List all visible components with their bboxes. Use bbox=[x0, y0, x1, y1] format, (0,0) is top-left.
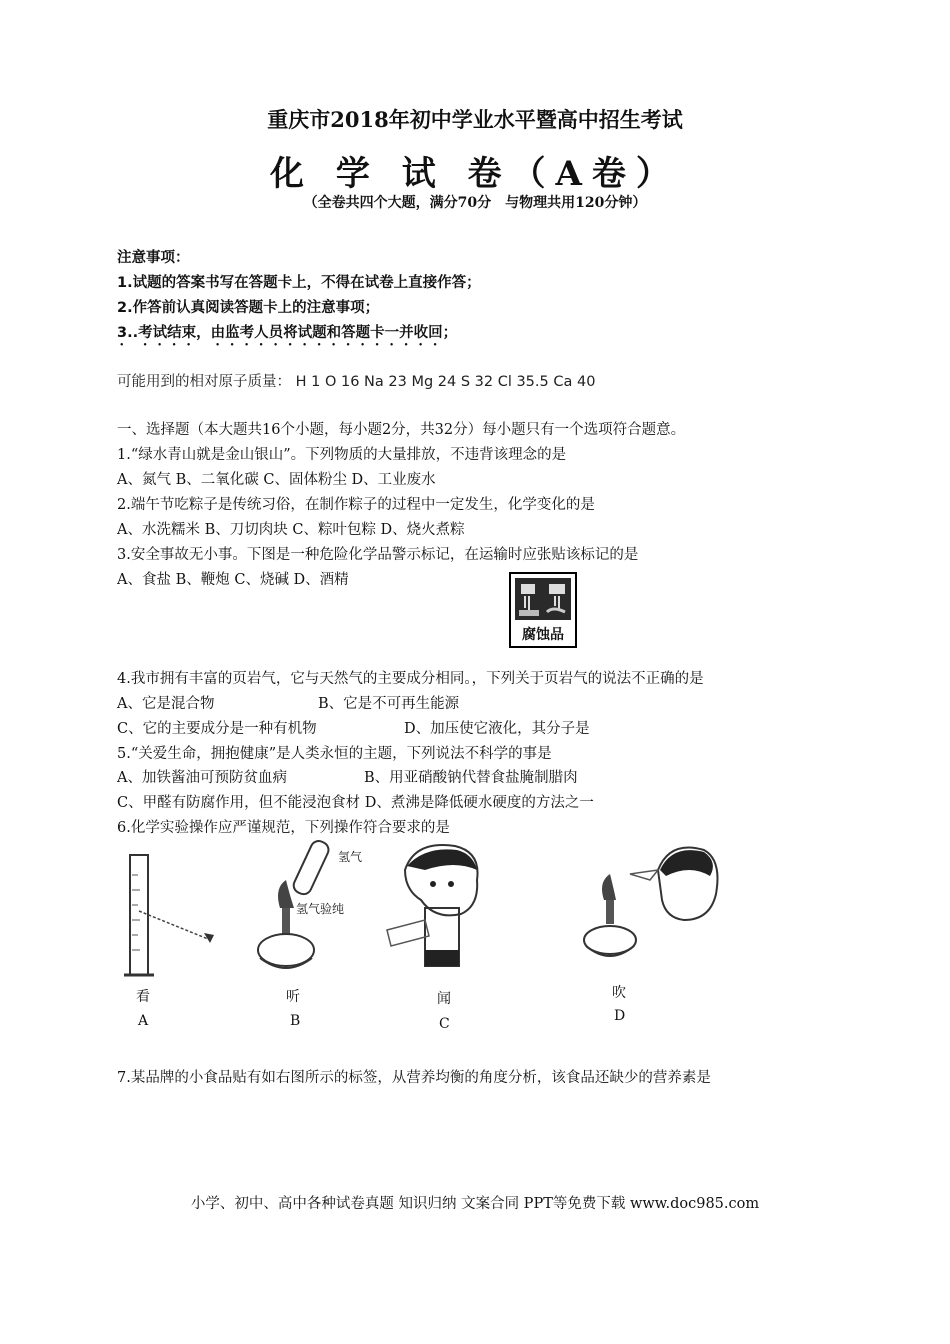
q4-stem: 4.我市拥有丰富的页岩气，它与天然气的主要成分相同。，下列关于页岩气的说法不正确的是 bbox=[117, 671, 704, 687]
hydrogen-tube-label: 氢气 bbox=[338, 850, 363, 864]
q2-stem: 2.端午节吃粽子是传统习俗，在制作粽子的过程中一定发生，化学变化的是 bbox=[117, 497, 595, 513]
exam-info: （全卷共四个大题，满分70分 与物理共用120分钟） bbox=[303, 195, 647, 211]
q4-option-c: C、它的主要成分是一种有机物 bbox=[117, 721, 317, 737]
q1-options: A、氮气 B、二氧化碳 C、固体粉尘 D、工业废水 bbox=[117, 472, 436, 488]
figure-a bbox=[120, 845, 240, 1035]
q4-option-d: D、加压使它液化，其分子是 bbox=[404, 721, 590, 737]
q2-options: A、水洗糯米 B、刀切肉块 C、粽叶包粽 D、烧火煮粽 bbox=[117, 522, 465, 538]
hydrogen-test-illustration bbox=[250, 838, 390, 1038]
figure-b bbox=[250, 838, 390, 1038]
atomic-masses: 可能用到的相对原子质量： H 1 O 16 Na 23 Mg 24 S 32 Cl 35.5 Ca 40 bbox=[117, 374, 596, 390]
figure-a-letter: A bbox=[138, 1013, 149, 1029]
notes-heading: 注意事项： bbox=[117, 250, 190, 266]
q3-stem: 3.安全事故无小事。下图是一种危险化学品警示标记，在运输时应张贴该标记的是 bbox=[117, 547, 639, 563]
figure-d-caption: 吹 bbox=[612, 985, 626, 1001]
page-footer: 小学、初中、高中各种试卷真题 知识归纳 文案合同 PPT等免费下载 www.doc985.com bbox=[190, 1196, 760, 1212]
note-item-2: 2.作答前认真阅读答题卡上的注意事项； bbox=[117, 300, 380, 316]
figure-b-letter: B bbox=[290, 1013, 301, 1029]
graduated-cylinder-illustration bbox=[120, 845, 240, 1035]
q6-stem: 6.化学实验操作应严谨规范，下列操作符合要求的是 bbox=[117, 820, 450, 836]
exam-title: 重庆市2018年初中学业水平暨高中招生考试 bbox=[267, 107, 683, 132]
q4-option-a: A、它是混合物 bbox=[117, 696, 215, 712]
note-item-3: 3..考试结束，由监考人员将试题和答题卡一并收回； bbox=[117, 325, 458, 341]
q7-stem: 7.某品牌的小食品贴有如右图所示的标签，从营养均衡的角度分析，该食品还缺少的营养素是 bbox=[117, 1070, 711, 1086]
figure-d bbox=[580, 840, 730, 1030]
smelling-gas-illustration bbox=[385, 840, 525, 1040]
figure-c-letter: C bbox=[439, 1016, 450, 1032]
figure-d-letter: D bbox=[614, 1008, 626, 1024]
q5-stem: 5.“关爱生命，拥抱健康”是人类永恒的主题，下列说法不科学的事是 bbox=[117, 746, 552, 762]
q5-option-b: B、用亚硝酸钠代替食盐腌制腊肉 bbox=[364, 770, 578, 786]
q3-options: A、食盐 B、鞭炮 C、烧碱 D、酒精 bbox=[117, 572, 349, 588]
corrosive-warning-sign bbox=[509, 572, 577, 648]
blowing-lamp-illustration bbox=[580, 840, 730, 1030]
note-item-1: 1.试题的答案书写在答题卡上，不得在试卷上直接作答； bbox=[117, 275, 481, 291]
figure-c-caption: 闻 bbox=[437, 991, 451, 1007]
q4-option-b: B、它是不可再生能源 bbox=[318, 696, 460, 712]
hydrogen-test-label: 氢气验纯 bbox=[296, 902, 345, 916]
q5-option-a: A、加铁酱油可预防贫血病 bbox=[117, 770, 287, 786]
q5-options-cd: C、甲醛有防腐作用，但不能浸泡食材 D、煮沸是降低硬水硬度的方法之一 bbox=[117, 795, 594, 811]
figure-c bbox=[385, 840, 525, 1040]
section-heading: 一、选择题（本大题共16个小题，每小题2分，共32分）每小题只有一个选项符合题意。 bbox=[117, 422, 686, 438]
corrosive-icon bbox=[515, 578, 571, 620]
q1-stem: 1.“绿水青山就是金山银山”。下列物质的大量排放，不违背该理念的是 bbox=[117, 447, 567, 463]
paper-title: 化 学 试 卷（A卷） bbox=[270, 154, 680, 194]
figure-b-caption: 听 bbox=[286, 989, 300, 1005]
sign-label: 腐蚀品 bbox=[522, 627, 564, 643]
figure-a-caption: 看 bbox=[136, 989, 150, 1005]
